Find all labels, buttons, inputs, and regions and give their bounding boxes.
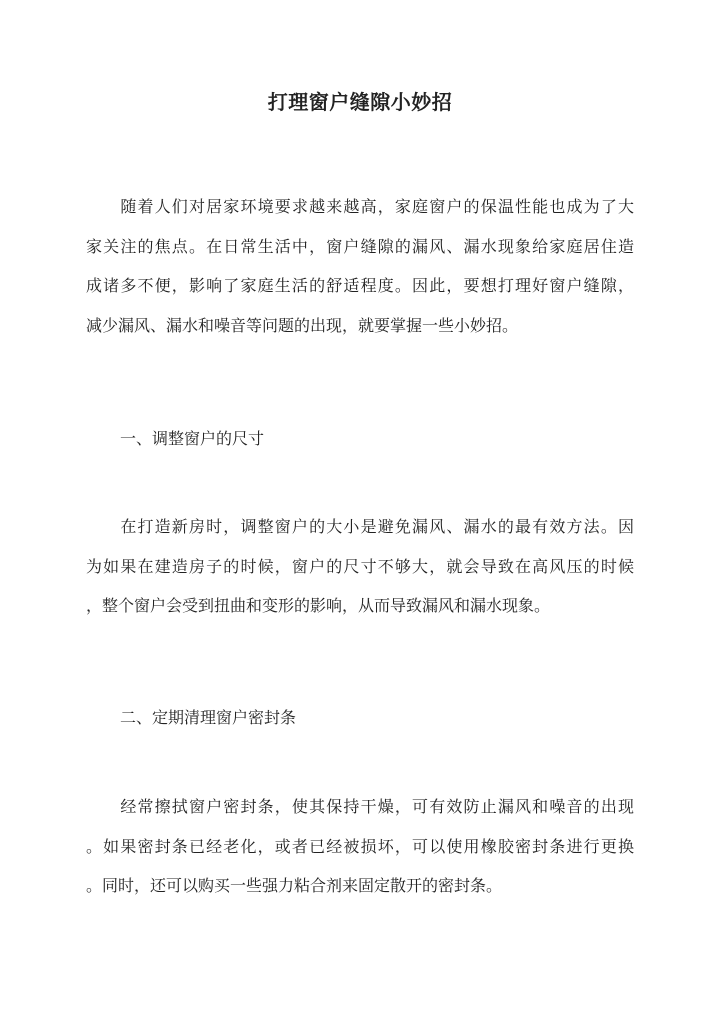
section1-line-1: 在打造新房时，调整窗户的大小是避免漏风、漏水的最有效方法。因 xyxy=(86,517,634,536)
section2-line-2: 。如果密封条已经老化，或者已经被损坏，可以使用橡胶密封条进行更换 xyxy=(86,836,634,856)
intro-line-4: 减少漏风、漏水和噪音等问题的出现，就要掌握一些小妙招。 xyxy=(86,315,519,335)
section2-line-1: 经常擦拭窗户密封条，使其保持干燥，可有效防止漏风和噪音的出现 xyxy=(86,797,634,816)
section2-paragraph xyxy=(86,787,634,906)
section1-heading: 一、调整窗户的尺寸 xyxy=(120,429,265,448)
section2-line-3: 。同时，还可以购买一些强力粘合剂来固定散开的密封条。 xyxy=(86,876,503,895)
intro-line-1: 随着人们对居家环境要求越来越高，家庭窗户的保温性能也成为了大 xyxy=(86,197,634,216)
section1-line-2: 为如果在建造房子的时候，窗户的尺寸不够大，就会导致在高风压的时候 xyxy=(86,556,634,576)
intro-line-3: 成诸多不便，影响了家庭生活的舒适程度。因此，要想打理好窗户缝隙， xyxy=(86,276,634,295)
document-title: 打理窗户缝隙小妙招 xyxy=(267,90,453,114)
intro-line-2: 家关注的焦点。在日常生活中，窗户缝隙的漏风、漏水现象给家庭居住造 xyxy=(86,236,634,256)
section1-line-3: ，整个窗户会受到扭曲和变形的影响，从而导致漏风和漏水现象。 xyxy=(86,596,551,615)
intro-paragraph xyxy=(86,187,634,345)
section2-heading: 二、定期清理窗户密封条 xyxy=(120,708,297,727)
section1-paragraph xyxy=(86,507,634,626)
